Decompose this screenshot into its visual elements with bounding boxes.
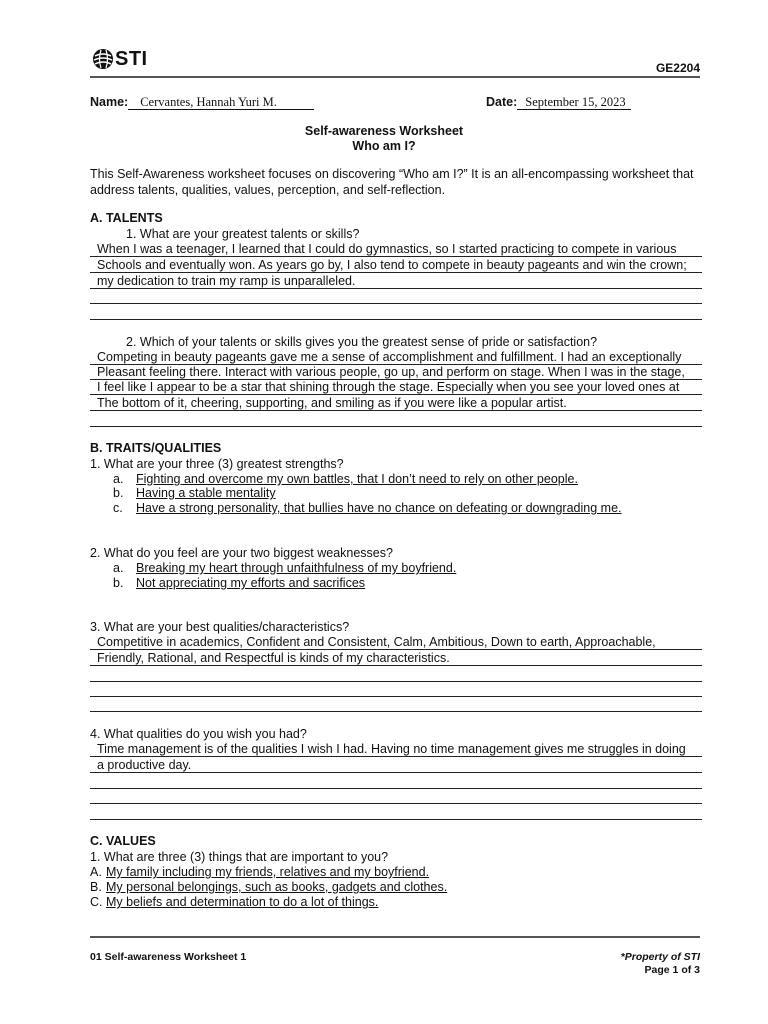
globe-icon <box>92 48 114 70</box>
qualities-answer-line: Friendly, Rational, and Respectful is kinds of my characteristics. <box>97 651 450 665</box>
list-marker: A. <box>90 865 102 879</box>
worksheet-subtitle: Who am I? <box>352 139 416 153</box>
footer-property-note: *Property of STI <box>620 951 700 963</box>
answer-rule <box>90 394 702 395</box>
list-marker: C. <box>90 895 103 909</box>
name-row <box>90 93 314 111</box>
weakness-item: Breaking my heart through unfaithfulness of my boyfriend. <box>136 561 457 575</box>
traits-question-3: 3. What are your best qualities/characteristics? <box>90 620 350 634</box>
strength-item: Have a strong personality, that bullies have no chance on defeating or downgrading me. <box>136 501 622 515</box>
value-item: My personal belongings, such as books, gadgets and clothes. <box>106 880 448 894</box>
answer-rule <box>90 272 702 273</box>
answer-rule <box>90 788 702 789</box>
wish-qualities-answer-line: a productive day. <box>97 758 192 772</box>
worksheet-title: Self-awareness Worksheet <box>304 124 464 138</box>
answer-rule <box>90 772 702 773</box>
section-talents-heading: A. TALENTS <box>90 211 163 225</box>
section-traits-heading: B. TRAITS/QUALITIES <box>90 441 222 455</box>
traits-question-4: 4. What qualities do you wish you had? <box>90 727 307 741</box>
answer-rule <box>90 665 702 666</box>
list-marker: a. <box>113 561 124 575</box>
qualities-answer-line: Competitive in academics, Confident and Consistent, Calm, Ambitious, Down to earth, Approachable, <box>97 635 656 649</box>
list-marker: c. <box>113 501 123 515</box>
footer-document-title: 01 Self-awareness Worksheet 1 <box>90 951 247 963</box>
answer-rule <box>90 303 702 304</box>
footer-divider <box>90 936 700 938</box>
talents-q1-answer-line: When I was a teenager, I learned that I could do gymnastics, so I started practicing to compete in various <box>97 242 677 256</box>
answer-rule <box>90 803 702 804</box>
list-marker: b. <box>113 576 124 590</box>
answer-rule <box>90 819 702 820</box>
value-item: My beliefs and determination to do a lot of things. <box>106 895 379 909</box>
traits-question-2: 2. What do you feel are your two biggest weaknesses? <box>90 546 393 560</box>
talents-question-1: 1. What are your greatest talents or skills? <box>126 227 360 241</box>
talents-q2-answer-line: I feel like I appear to be a star that shining through the stage. Especially when you see your loved ones at <box>97 380 680 394</box>
answer-rule <box>90 711 702 712</box>
answer-rule <box>90 649 702 650</box>
values-question-1: 1. What are three (3) things that are important to you? <box>90 850 389 864</box>
answer-rule <box>90 426 702 427</box>
talents-question-2: 2. Which of your talents or skills gives you the greatest sense of pride or satisfaction? <box>126 335 598 349</box>
wish-qualities-answer-line: Time management is of the qualities I wish I had. Having no time management gives me struggles in doing <box>97 742 686 756</box>
intro-paragraph: This Self-Awareness worksheet focuses on discovering “Who am I?” It is an all-encompassing worksheet that address talents, qualities, values, perception, and self-reflection. <box>90 167 694 197</box>
talents-q2-answer-line: Competing in beauty pageants gave me a sense of accomplishment and fulfillment. I had an exceptionally <box>97 350 682 364</box>
answer-rule <box>90 319 702 320</box>
strength-item: Having a stable mentality <box>136 486 276 500</box>
header-divider <box>90 76 700 78</box>
answer-rule <box>90 696 702 697</box>
traits-question-1: 1. What are your three (3) greatest strengths? <box>90 457 344 471</box>
list-marker: B. <box>90 880 102 894</box>
name-field[interactable]: Cervantes, Hannah Yuri M. <box>128 95 314 110</box>
date-row <box>486 93 631 111</box>
section-values-heading: C. VALUES <box>90 834 156 848</box>
answer-rule <box>90 256 702 257</box>
date-label: Date: <box>486 95 518 109</box>
name-label: Name: <box>90 95 129 109</box>
logo-text: STI <box>115 47 148 70</box>
answer-rule <box>90 681 702 682</box>
strength-item: Fighting and overcome my own battles, that I don’t need to rely on other people. <box>136 472 578 486</box>
weakness-item: Not appreciating my efforts and sacrifices <box>136 576 366 590</box>
talents-q2-answer-line: Pleasant feeling there. Interact with various people, go up, and perform on stage. When I was in the stage, <box>97 365 685 379</box>
footer-page-number: Page 1 of 3 <box>644 964 700 976</box>
list-marker: b. <box>113 486 124 500</box>
course-code: GE2204 <box>655 61 700 75</box>
value-item: My family including my friends, relatives and my boyfriend. <box>106 865 430 879</box>
date-field[interactable]: September 15, 2023 <box>517 95 631 110</box>
answer-rule <box>90 288 702 289</box>
talents-q1-answer-line: my dedication to train my ramp is unparalleled. <box>97 274 356 288</box>
talents-q1-answer-line: Schools and eventually won. As years go by, I also tend to compete in beauty pageants and win the crown; <box>97 258 687 272</box>
sti-logo <box>92 46 148 72</box>
talents-q2-answer-line: The bottom of it, cheering, supporting, and smiling as if you were like a popular artist. <box>97 396 567 410</box>
answer-rule <box>90 410 702 411</box>
list-marker: a. <box>113 472 124 486</box>
answer-rule <box>90 756 702 757</box>
